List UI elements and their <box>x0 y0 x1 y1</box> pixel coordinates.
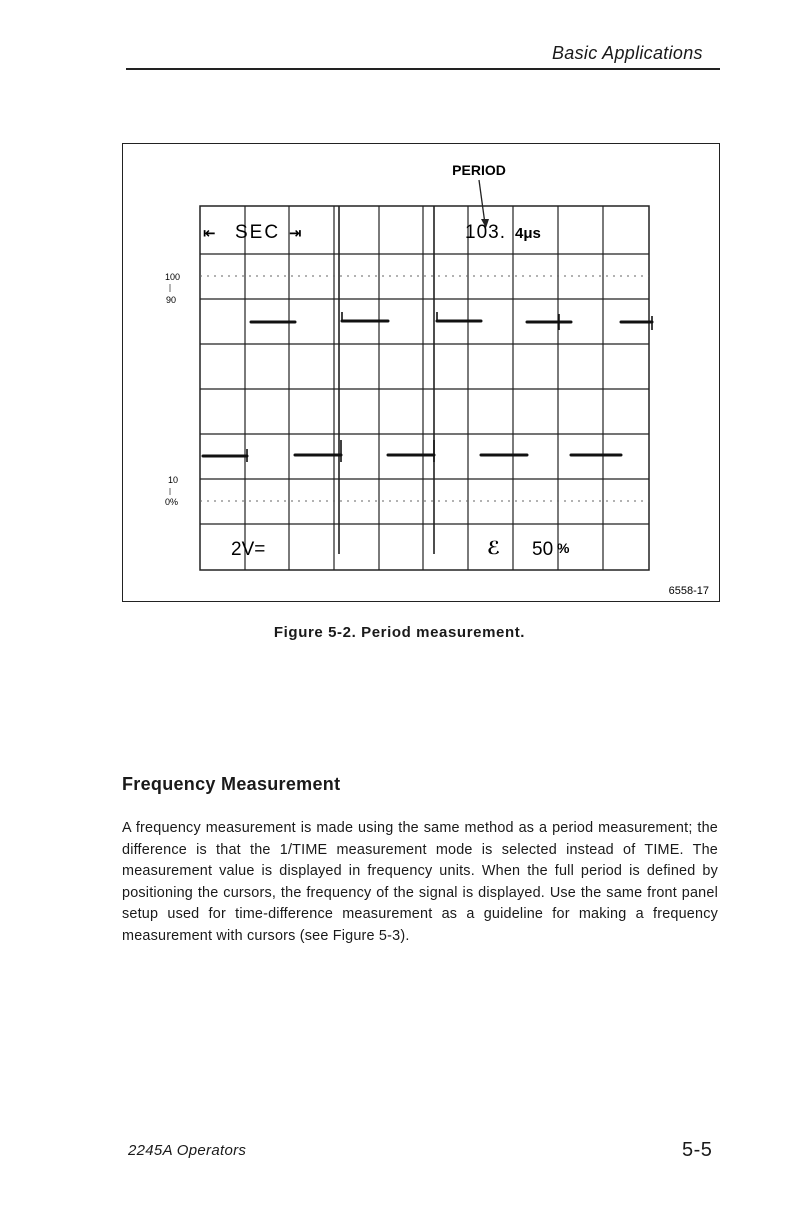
graticule-frame <box>200 206 649 570</box>
footer-page-number: 5-5 <box>682 1139 713 1161</box>
readout-left-arrow-icon: ⇤ <box>203 225 216 242</box>
channel-marker-icon: ℰ <box>487 538 501 558</box>
section-body-paragraph: A frequency measurement is made using the same method as a period measurement; the difference is that the 1/TIME measurement mode is selected instead of TIME. The measurement value is displayed in frequency units. When the full period is defined by positioning the cursors, the frequency of the signal is displayed. Use the same front panel setup used for time-difference measurement as a guideline for making a frequency measurement with cursors (see Figure 5-3). <box>122 820 718 944</box>
vertical-divisions <box>245 206 603 570</box>
label-0pct: 0% <box>165 497 179 507</box>
timebase-label: 50 <box>532 539 554 560</box>
readout-value-unit: 4μs <box>515 225 541 242</box>
label-90: 90 <box>166 295 177 305</box>
period-arrow-line <box>479 180 485 224</box>
label-100: 100 <box>165 272 181 282</box>
section-heading: Frequency Measurement <box>122 774 341 794</box>
timebase-suffix: % <box>557 540 570 556</box>
volts-per-div-label: 2V= <box>231 539 266 560</box>
waveform-high-segments <box>251 321 652 322</box>
running-header: Basic Applications <box>552 43 703 63</box>
horizontal-divisions <box>200 254 649 524</box>
readout-value-integer: 103. <box>465 222 506 243</box>
readout-right-arrow-icon: ⇥ <box>289 225 302 242</box>
figure-caption: Figure 5-2. Period measurement. <box>273 624 526 641</box>
waveform-low-edges <box>247 440 434 462</box>
period-label: PERIOD <box>452 162 506 178</box>
oscilloscope-graticule <box>123 144 719 601</box>
readout-sec-label: SEC <box>235 222 281 243</box>
label-10: 10 <box>168 475 179 485</box>
figure-box <box>122 143 720 602</box>
header-rule <box>126 68 720 70</box>
figure-number: 6558-17 <box>668 585 709 597</box>
footer-manual-title: 2245A Operators <box>128 1142 247 1159</box>
